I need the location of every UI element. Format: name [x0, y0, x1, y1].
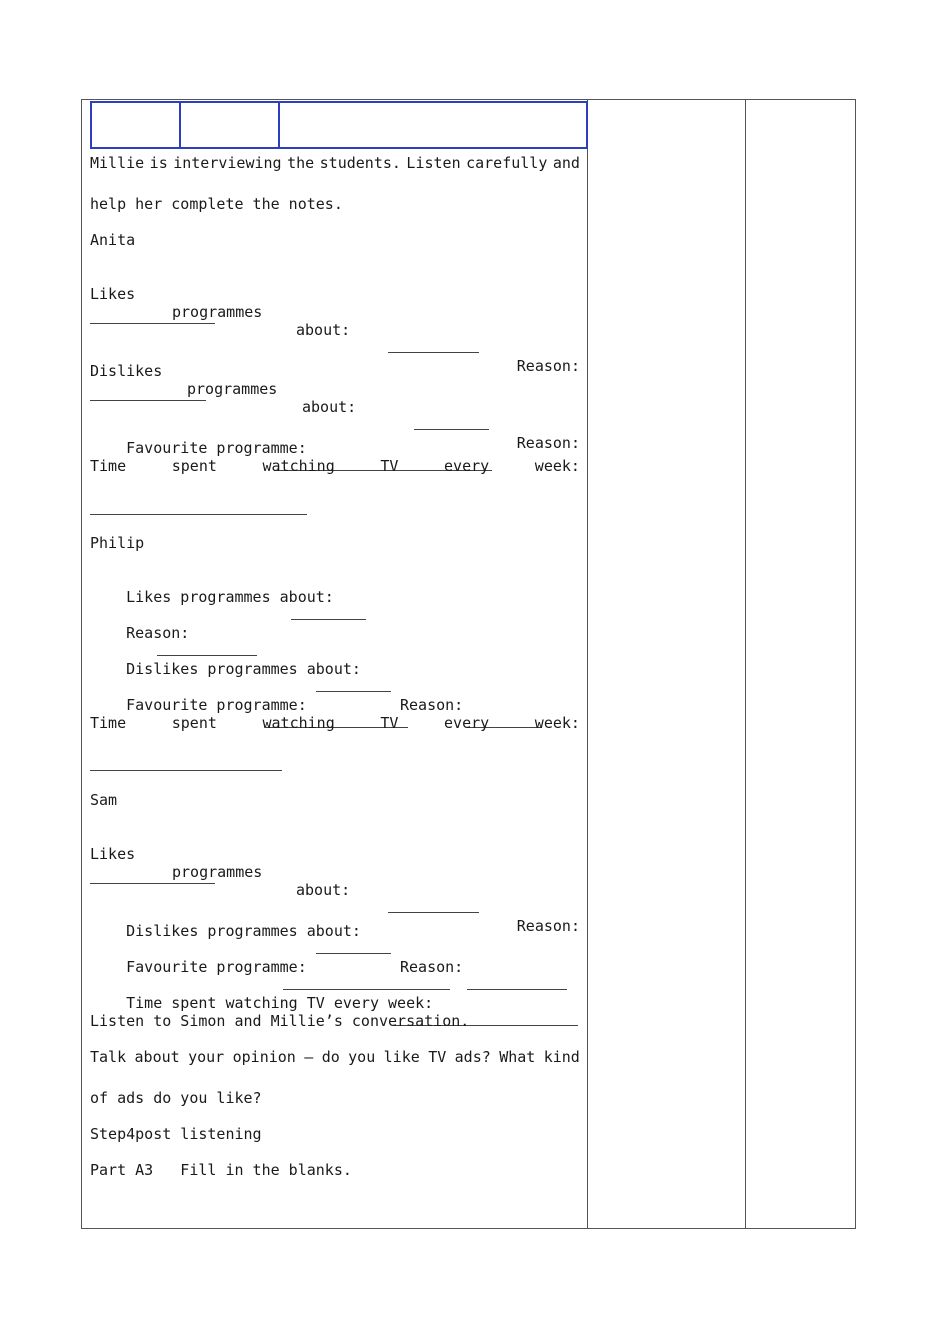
step-heading: Step4post listening [90, 1125, 262, 1143]
intro-word: interviewing [173, 154, 282, 172]
philip-dislikes-reason-label: Reason: [400, 696, 464, 714]
intro-word: is [149, 154, 168, 172]
intro-word: the [287, 154, 315, 172]
talk-word: Talk [90, 1048, 127, 1066]
sam-dislikes-label: Dislikes programmes about: [126, 922, 361, 940]
header-cells [90, 101, 588, 149]
anita-dislikes-reason-label: Reason: [516, 434, 580, 452]
philip-favourite-label: Favourite programme: [126, 696, 307, 714]
philip-reason-label: Reason: [126, 624, 190, 642]
intro-line-2: help her complete the notes. [90, 195, 343, 213]
anita-dislikes-word: about: [302, 398, 357, 416]
anita-likes-reason-label: Reason: [516, 357, 580, 375]
talk-word: like [383, 1048, 420, 1066]
intro-word: and [552, 154, 580, 172]
sam-likes-reason-label: Reason: [516, 917, 580, 935]
philip-time-word: TV [380, 714, 399, 732]
philip-time-word: week: [534, 714, 580, 732]
anita-dislikes-word: programmes [187, 380, 278, 398]
anita-time-word: Time [90, 457, 127, 475]
intro-word: carefully [466, 154, 548, 172]
anita-time-word: every [444, 457, 490, 475]
anita-time-word: TV [380, 457, 399, 475]
talk-word: opinion [232, 1048, 296, 1066]
sam-time-label: Time spent watching TV every week: [126, 994, 434, 1012]
part-instruction: Part A3 Fill in the blanks. [90, 1161, 352, 1179]
anita-time-word: watching [262, 457, 335, 475]
sam-heading: Sam [90, 791, 118, 809]
talk-word: ads? [454, 1048, 491, 1066]
talk-word: about [134, 1048, 180, 1066]
talk-word: — [304, 1048, 314, 1066]
talk-word: do [321, 1048, 340, 1066]
sam-likes-word: programmes [172, 863, 263, 881]
philip-time-row [90, 714, 580, 732]
intro-word: students. [319, 154, 401, 172]
header-divider-2 [278, 103, 280, 147]
intro-line-1 [90, 154, 580, 172]
sam-likes-word: Likes [90, 845, 136, 863]
sam-favourite-label: Favourite programme: [126, 958, 307, 976]
anita-dislikes-word: Dislikes [90, 362, 163, 380]
philip-time-word: every [444, 714, 490, 732]
anita-dislikes-reason-blank[interactable] [90, 400, 206, 401]
philip-time-word: watching [262, 714, 335, 732]
listen-instruction: Listen to Simon and Millie’s conversation. [90, 1012, 470, 1030]
talk-line-2: of ads do you like? [90, 1089, 262, 1107]
anita-heading: Anita [90, 231, 136, 249]
talk-line-1 [90, 1048, 580, 1066]
anita-likes-word: Likes [90, 285, 136, 303]
anita-likes-reason-blank[interactable] [90, 323, 215, 324]
anita-likes-word: about: [296, 321, 351, 339]
anita-time-word: spent [171, 457, 217, 475]
sam-dislikes-reason-label: Reason: [400, 958, 464, 976]
philip-likes-label: Likes programmes about: [126, 588, 334, 606]
talk-word: your [188, 1048, 225, 1066]
talk-word: TV [428, 1048, 447, 1066]
anita-likes-word: programmes [172, 303, 263, 321]
philip-time-word: Time [90, 714, 127, 732]
philip-dislikes-label: Dislikes programmes about: [126, 660, 361, 678]
intro-word: Listen [406, 154, 461, 172]
anita-time-word: week: [534, 457, 580, 475]
column-divider-2 [745, 100, 746, 1228]
philip-time-blank[interactable] [90, 770, 282, 771]
intro-word: Millie [90, 154, 145, 172]
anita-favourite-label: Favourite programme: [126, 439, 307, 457]
sam-likes-word: about: [296, 881, 351, 899]
anita-time-blank[interactable] [90, 514, 307, 515]
header-divider-1 [179, 103, 181, 147]
sam-likes-reason-blank[interactable] [90, 883, 215, 884]
talk-word: kind [543, 1048, 580, 1066]
talk-word: What [499, 1048, 536, 1066]
talk-word: you [348, 1048, 376, 1066]
anita-time-row [90, 457, 580, 475]
philip-time-word: spent [171, 714, 217, 732]
column-divider-1 [587, 100, 588, 1228]
worksheet-table [81, 99, 856, 1229]
philip-heading: Philip [90, 534, 145, 552]
